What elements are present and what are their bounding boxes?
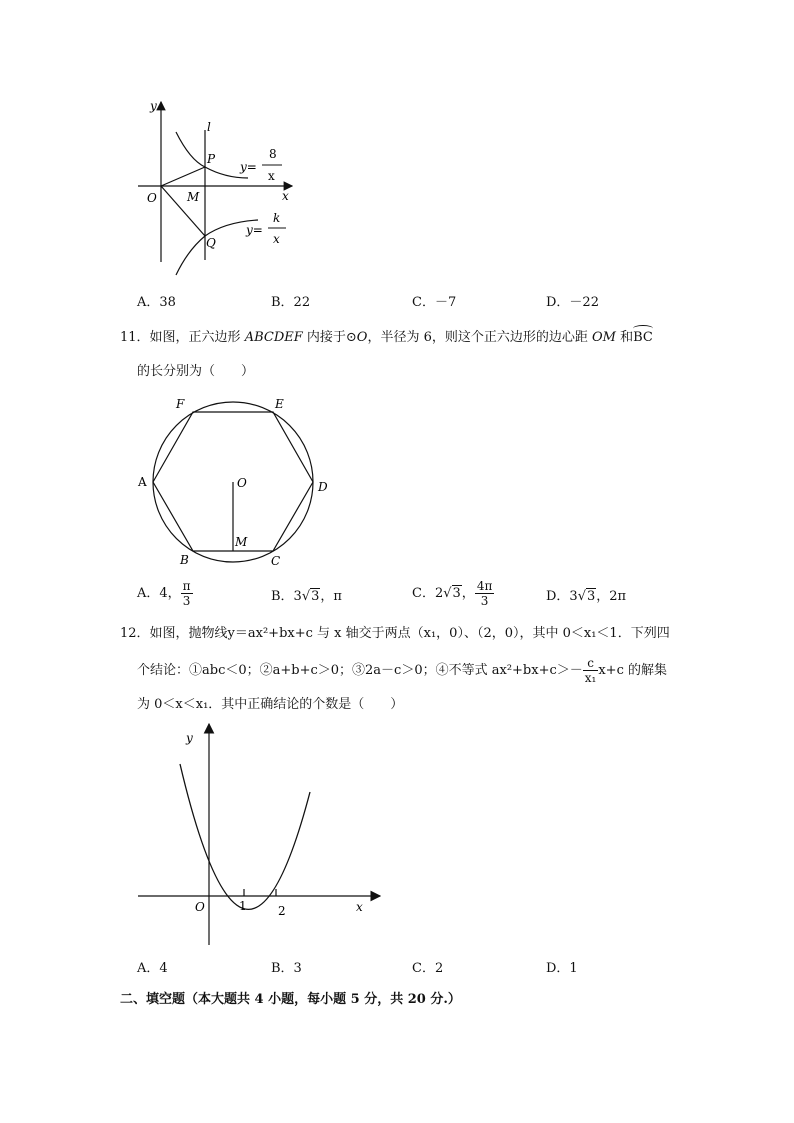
q10-label-q: Q <box>206 236 216 250</box>
q11-label-a: A <box>138 475 147 489</box>
q11-stem-a: 11．如图，正六边形 <box>120 330 245 345</box>
q12-label-2: 2 <box>278 904 286 918</box>
q12-option-d[interactable]: D．1 <box>546 961 578 976</box>
q11-stem-line2: 的长分别为（ ） <box>137 364 255 379</box>
q11-option-c-radicand: 3 <box>452 586 461 601</box>
q11-label-m: M <box>235 535 248 549</box>
q10-option-b[interactable]: B．22 <box>271 295 311 310</box>
q10-formula2-prefix: y= <box>246 223 263 237</box>
q11-label-o: O <box>237 476 247 490</box>
q11-stem-hex: ABCDEF <box>244 330 303 345</box>
q12-stem-line2-b: x+c 的解集 <box>598 663 667 678</box>
q11-stem-b: 内接于⊙ <box>302 330 357 345</box>
q10-option-c[interactable]: C．－7 <box>412 295 457 310</box>
q12-stem-line2 <box>137 656 667 685</box>
q12-label-o: O <box>195 900 205 914</box>
q10-formula1-prefix: y= <box>240 160 257 174</box>
q10-formula2-den: x <box>273 232 280 246</box>
q11-option-c-sep: ， <box>461 586 475 601</box>
q10-label-p: P <box>207 152 216 166</box>
q10-segment-op <box>161 167 205 186</box>
q10-formula1-num: 8 <box>269 147 277 161</box>
q10-option-d[interactable]: D．－22 <box>546 295 599 310</box>
q12-stem-line2-a: 个结论：①abc＜0；②a+b+c＞0；③2a－c＞0；④不等式 ax²+bx+c＞－ <box>137 663 583 678</box>
q11-option-c-num: 4π <box>476 579 493 593</box>
q11-option-a-prefix: A．4， <box>137 586 181 601</box>
q11-stem-d: 和 <box>615 330 634 345</box>
q11-option-d-suffix: ，2π <box>596 589 627 604</box>
q11-stem-om: OM <box>592 330 616 345</box>
q12-option-b[interactable]: B．3 <box>271 961 302 976</box>
q10-label-o: O <box>147 191 157 205</box>
q11-option-c-prefix: C．2 <box>412 586 444 601</box>
q11-label-d: D <box>318 480 328 494</box>
q12-stem-fraction <box>583 656 599 685</box>
q11-option-d-radicand: 3 <box>587 589 596 604</box>
q11-option-a-fraction <box>181 579 193 608</box>
q11-label-e: E <box>275 397 284 411</box>
q11-label-b: B <box>180 553 189 567</box>
q11-label-f: F <box>176 397 185 411</box>
q12-stem-line3: 为 0＜x＜x₁．其中正确结论的个数是（ ） <box>137 697 404 712</box>
q11-stem-arc-bc: BC <box>633 330 653 345</box>
q12-label-1: 1 <box>239 899 247 913</box>
q11-figure <box>135 392 335 570</box>
q10-formula2-num: k <box>273 211 281 225</box>
q12-label-y: y <box>186 731 193 745</box>
q11-option-a[interactable] <box>137 579 193 608</box>
q12-figure <box>135 720 385 950</box>
q11-option-a-num: π <box>182 579 191 593</box>
section-2-heading: 二、填空题（本大题共 4 小题，每小题 5 分，共 20 分.） <box>120 992 461 1007</box>
q11-option-b[interactable]: B．3√3，π <box>271 589 342 604</box>
q10-formula1-den: x <box>268 169 275 183</box>
q10-label-m: M <box>187 190 200 204</box>
q10-label-l: l <box>207 120 211 134</box>
q12-stem-fraction-den: x₁ <box>584 671 597 685</box>
q12-label-x: x <box>356 900 363 914</box>
q12-stem-fraction-num: c <box>583 656 599 671</box>
q12-stem-line1: 12．如图，抛物线y＝ax²+bx+c 与 x 轴交于两点（x₁，0）、（2，0），其中 0＜x₁＜1．下列四 <box>120 626 670 641</box>
q11-option-d[interactable]: D．3√3，2π <box>546 589 627 604</box>
q11-option-b-suffix: ，π <box>320 589 342 604</box>
q12-option-a[interactable]: A．4 <box>137 961 168 976</box>
q11-option-b-radicand: 3 <box>311 589 320 604</box>
q12-option-c[interactable]: C．2 <box>412 961 444 976</box>
q11-option-d-prefix: D．3 <box>546 589 578 604</box>
q11-stem-c: ，半径为 6，则这个正六边形的边心距 <box>367 330 592 345</box>
q11-option-b-prefix: B．3 <box>271 589 302 604</box>
q11-option-c[interactable]: C．2√3， $\frac{4\pi}{3}$ <box>412 579 493 608</box>
q11-stem-line1 <box>120 329 653 347</box>
q10-option-a[interactable]: A．38 <box>137 295 176 310</box>
q11-label-c: C <box>271 554 281 568</box>
q11-option-c-den: 3 <box>480 594 489 608</box>
q11-stem-o: O <box>356 330 368 345</box>
q12-parabola <box>180 764 310 909</box>
q10-label-x: x <box>282 189 289 203</box>
q10-label-y: y <box>150 99 157 113</box>
q10-figure <box>120 95 310 280</box>
q11-option-c-fraction <box>475 579 495 608</box>
q11-option-a-den: 3 <box>182 594 191 608</box>
